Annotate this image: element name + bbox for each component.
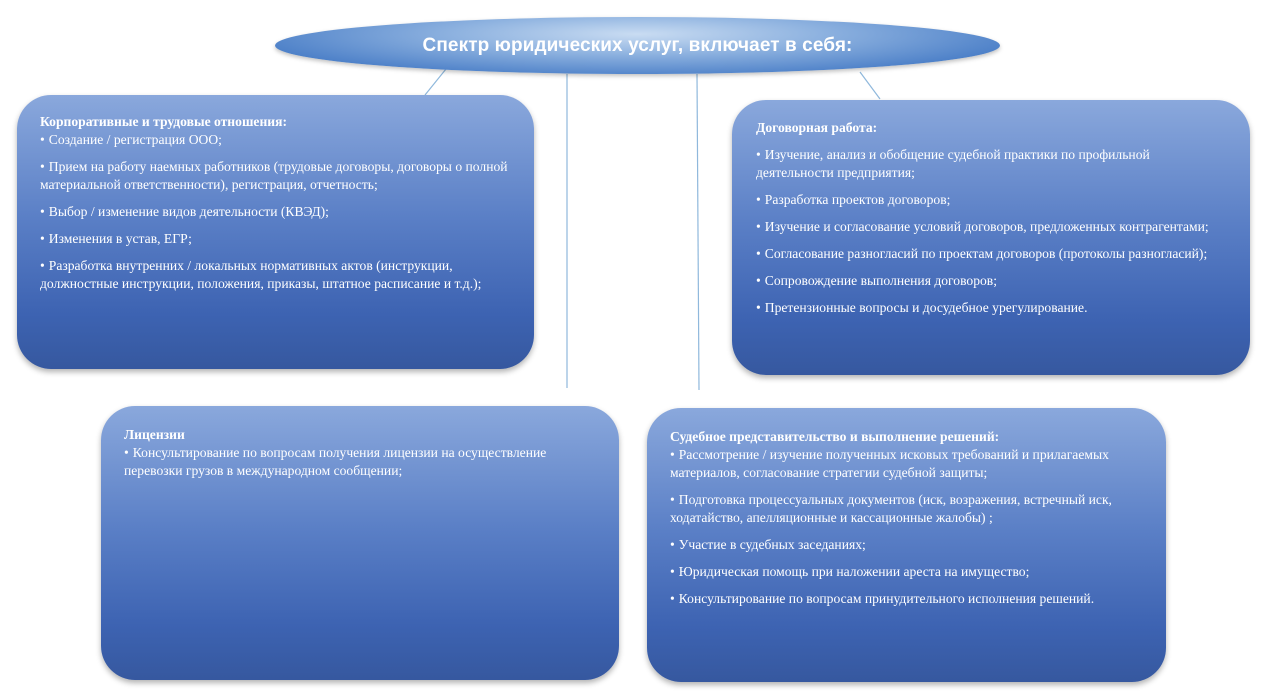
list-item: • Участие в судебных заседаниях; xyxy=(670,537,866,552)
bullet-icon: • xyxy=(40,159,45,174)
bullet-icon: • xyxy=(40,132,45,147)
bullet-icon: • xyxy=(756,192,761,207)
bullet-icon: • xyxy=(40,231,45,246)
list-item: • Подготовка процессуальных документов (иск, возражения, встречный иск, ходатайство, апелляционные и кассационные жалобы) ; xyxy=(670,492,1112,525)
header-title: Спектр юридических услуг, включает в себя: xyxy=(422,34,853,56)
list-item: • Изучение и согласование условий договоров, предложенных контрагентами; xyxy=(756,219,1209,234)
list-item: • Изменения в устав, ЕГР; xyxy=(40,231,192,246)
list-item: • Согласование разногласий по проектам договоров (протоколы разногласий); xyxy=(756,246,1208,261)
bullet-icon: • xyxy=(40,258,45,273)
box-court-representation xyxy=(647,408,1166,682)
bullet-icon: • xyxy=(670,591,675,606)
list-item: • Выбор / изменение видов деятельности (КВЭД); xyxy=(40,204,329,219)
list-item: • Изучение, анализ и обобщение судебной практики по профильной деятельности предприятия; xyxy=(756,147,1150,180)
header-ellipse xyxy=(275,17,1000,74)
box-title: Корпоративные и трудовые отношения: xyxy=(40,114,287,129)
box-title: Судебное представительство и выполнение решений: xyxy=(670,429,1000,444)
bullet-icon: • xyxy=(756,246,761,261)
bullet-icon: • xyxy=(670,564,675,579)
bullet-icon: • xyxy=(756,273,761,288)
connector-corporate xyxy=(425,69,446,95)
bullet-icon: • xyxy=(756,300,761,315)
item-list xyxy=(670,446,1144,608)
list-item: • Создание / регистрация ООО; xyxy=(40,132,222,147)
bullet-icon: • xyxy=(40,204,45,219)
box-contract-work xyxy=(732,100,1250,375)
list-item: • Рассмотрение / изучение полученных исковых требований и прилагаемых материалов, согласование стратегии судебной защиты; xyxy=(670,447,1109,480)
list-item: • Сопровождение выполнения договоров; xyxy=(756,273,998,288)
connector-court xyxy=(697,74,699,390)
list-item: • Прием на работу наемных работников (трудовые договоры, договоры о полной материальной ответственности), регистрация, отчетность; xyxy=(40,159,508,192)
list-item: • Разработка внутренних / локальных нормативных актов (инструкции, должностные инструкции, положения, приказы, штатное расписание и т.д.); xyxy=(40,258,482,291)
bullet-icon: • xyxy=(756,147,761,162)
list-item: • Консультирование по вопросам получения лицензии на осуществление перевозки грузов в международном сообщении; xyxy=(124,445,547,478)
list-item: • Консультирование по вопросам принудительного исполнения решений. xyxy=(670,591,1095,606)
box-title: Договорная работа: xyxy=(756,120,878,135)
box-title: Лицензии xyxy=(124,427,185,442)
box-licenses xyxy=(101,406,619,680)
item-list xyxy=(124,444,597,480)
bullet-icon: • xyxy=(670,447,675,462)
list-item: • Юридическая помощь при наложении ареста на имущество; xyxy=(670,564,1030,579)
bullet-icon: • xyxy=(124,445,129,460)
bullet-icon: • xyxy=(670,537,675,552)
item-list xyxy=(40,131,512,293)
connector-contracts xyxy=(860,72,880,99)
bullet-icon: • xyxy=(756,219,761,234)
bullet-icon: • xyxy=(670,492,675,507)
list-item: • Разработка проектов договоров; xyxy=(756,192,951,207)
box-corporate-labor xyxy=(17,95,534,369)
item-list xyxy=(756,146,1228,317)
list-item: • Претензионные вопросы и досудебное урегулирование. xyxy=(756,300,1088,315)
